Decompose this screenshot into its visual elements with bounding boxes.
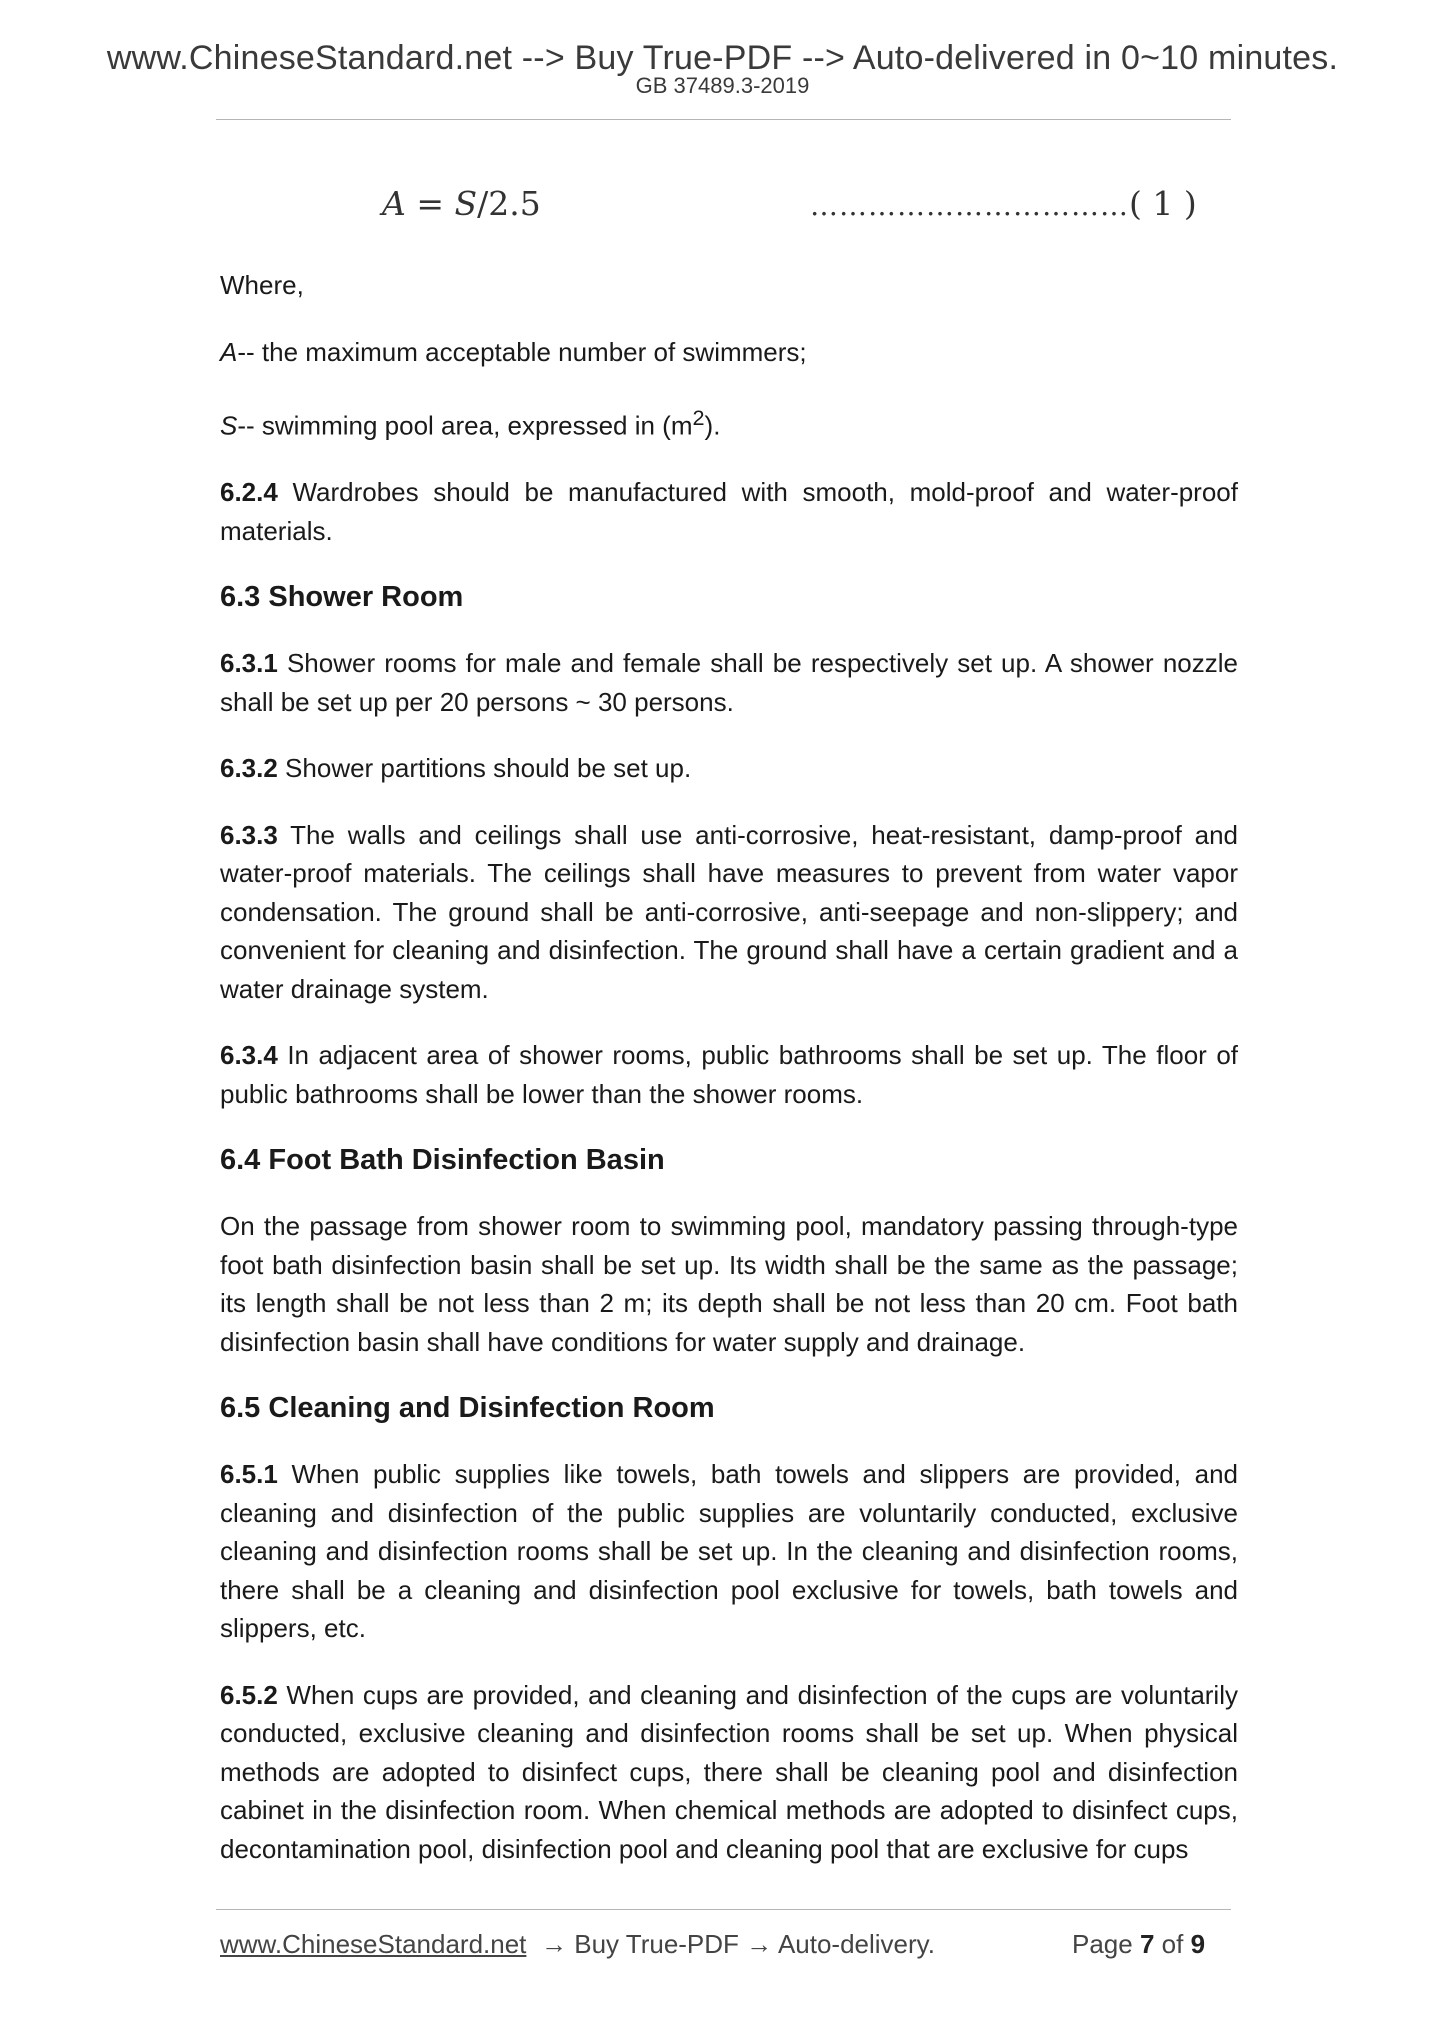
clause-number: 6.3.3 — [220, 819, 278, 850]
clause-number: 6.3.1 — [220, 648, 278, 679]
heading-6-5: 6.5 Cleaning and Disinfection Room — [220, 1392, 715, 1425]
page-indicator — [1072, 1929, 1205, 1960]
footer-site-link[interactable]: www.ChineseStandard.net — [220, 1929, 527, 1959]
header-divider — [216, 119, 1231, 120]
formula-leader-dots: …………………………… — [810, 189, 1129, 222]
paragraph-6-4: On the passage from shower room to swimming pool, mandatory passing through-type foot bath disinfection basin shall be set up. Its width shall be the same as the passage; its length shall be not less than 2 m; its depth shall be not less than 20 cm. Foot bath disinfection basin shall have conditions for water supply and drainage. — [220, 1211, 1238, 1357]
clause-text: When cups are provided, and cleaning and disinfection of the cups are voluntarily conducted, exclusive cleaning and disinfection rooms shall be set up. When physical methods are adopted to disinfect cups, there shall be cleaning pool and disinfection cabinet in the disinfection room. When chemical methods are adopted to disinfect cups, decontamination pool, disinfection pool and cleaning pool that are exclusive for cups — [220, 1679, 1238, 1864]
formula-rhs: /2.5 — [477, 184, 541, 223]
heading-6-3: 6.3 Shower Room — [220, 581, 464, 614]
page-total: 9 — [1190, 1929, 1206, 1959]
clause-text: When public supplies like towels, bath towels and slippers are provided, and cleaning and disinfection of the public supplies are voluntarily conducted, exclusive cleaning and disinfection rooms shall be set up. In the cleaning and disinfection rooms, there shall be a cleaning and disinfection pool exclusive for towels, bath towels and slippers, etc. — [220, 1459, 1238, 1644]
where-s-end: ). — [704, 410, 721, 441]
footer-buy-text: → Buy True-PDF → Auto-delivery. — [541, 1929, 935, 1959]
where-a — [220, 333, 1238, 372]
where-a-var: A — [220, 336, 238, 367]
where-s — [220, 399, 1238, 445]
top-banner: www.ChineseStandard.net --> Buy True-PDF --> Auto-delivered in 0~10 minutes. — [106, 39, 1339, 77]
clause-text: Wardrobes should be manufactured with smooth, mold-proof and water-proof materials. — [220, 477, 1238, 546]
clause-6-3-2 — [220, 749, 1238, 788]
clause-number: 6.2.4 — [220, 477, 278, 508]
where-a-def: -- the maximum acceptable number of swimmers; — [237, 336, 807, 367]
formula-lhs: A — [382, 184, 406, 223]
formula-label: ( 1 ) — [1129, 184, 1197, 223]
clause-number: 6.3.4 — [220, 1040, 278, 1071]
formula-equals: = — [405, 184, 455, 223]
clause-text: Shower rooms for male and female shall be respectively set up. A shower nozzle shall be set up per 20 persons ~ 30 persons. — [220, 648, 1238, 717]
where-s-var: S — [220, 410, 238, 441]
clause-6-2-4 — [220, 473, 1238, 550]
where-intro: Where, — [220, 270, 304, 300]
clause-6-5-2 — [220, 1676, 1238, 1869]
where-s-def: -- swimming pool area, expressed in (m — [237, 410, 693, 441]
clause-number: 6.3.2 — [220, 753, 278, 784]
clause-6-5-1 — [220, 1455, 1238, 1648]
clause-text: Shower partitions should be set up. — [277, 753, 692, 784]
standard-number: GB 37489.3-2019 — [635, 73, 810, 98]
formula-number — [810, 184, 1197, 223]
clause-6-3-3 — [220, 816, 1238, 1009]
page-body — [220, 266, 1238, 1896]
clause-text: In adjacent area of shower rooms, public bathrooms shall be set up. The floor of public bathrooms shall be lower than the shower rooms. — [220, 1040, 1238, 1109]
clause-text: The walls and ceilings shall use anti-corrosive, heat-resistant, damp-proof and water-proof materials. The ceilings shall have measures to prevent from water vapor condensation. The ground shall be anti-corrosive, anti-seepage and non-slippery; and convenient for cleaning and disinfection. The ground shall have a certain gradient and a water drainage system. — [220, 819, 1238, 1004]
heading-6-4: 6.4 Foot Bath Disinfection Basin — [220, 1144, 665, 1177]
where-s-sup: 2 — [692, 405, 705, 430]
clause-6-3-1 — [220, 644, 1238, 721]
clause-6-3-4 — [220, 1036, 1238, 1113]
page-current: 7 — [1139, 1929, 1155, 1959]
clause-number: 6.5.2 — [220, 1679, 278, 1710]
footer-divider — [216, 1909, 1231, 1910]
clause-number: 6.5.1 — [220, 1459, 278, 1490]
formula-var: S — [454, 184, 478, 223]
page-of: of — [1154, 1929, 1191, 1959]
formula — [382, 184, 541, 223]
page-label: Page — [1072, 1929, 1140, 1959]
